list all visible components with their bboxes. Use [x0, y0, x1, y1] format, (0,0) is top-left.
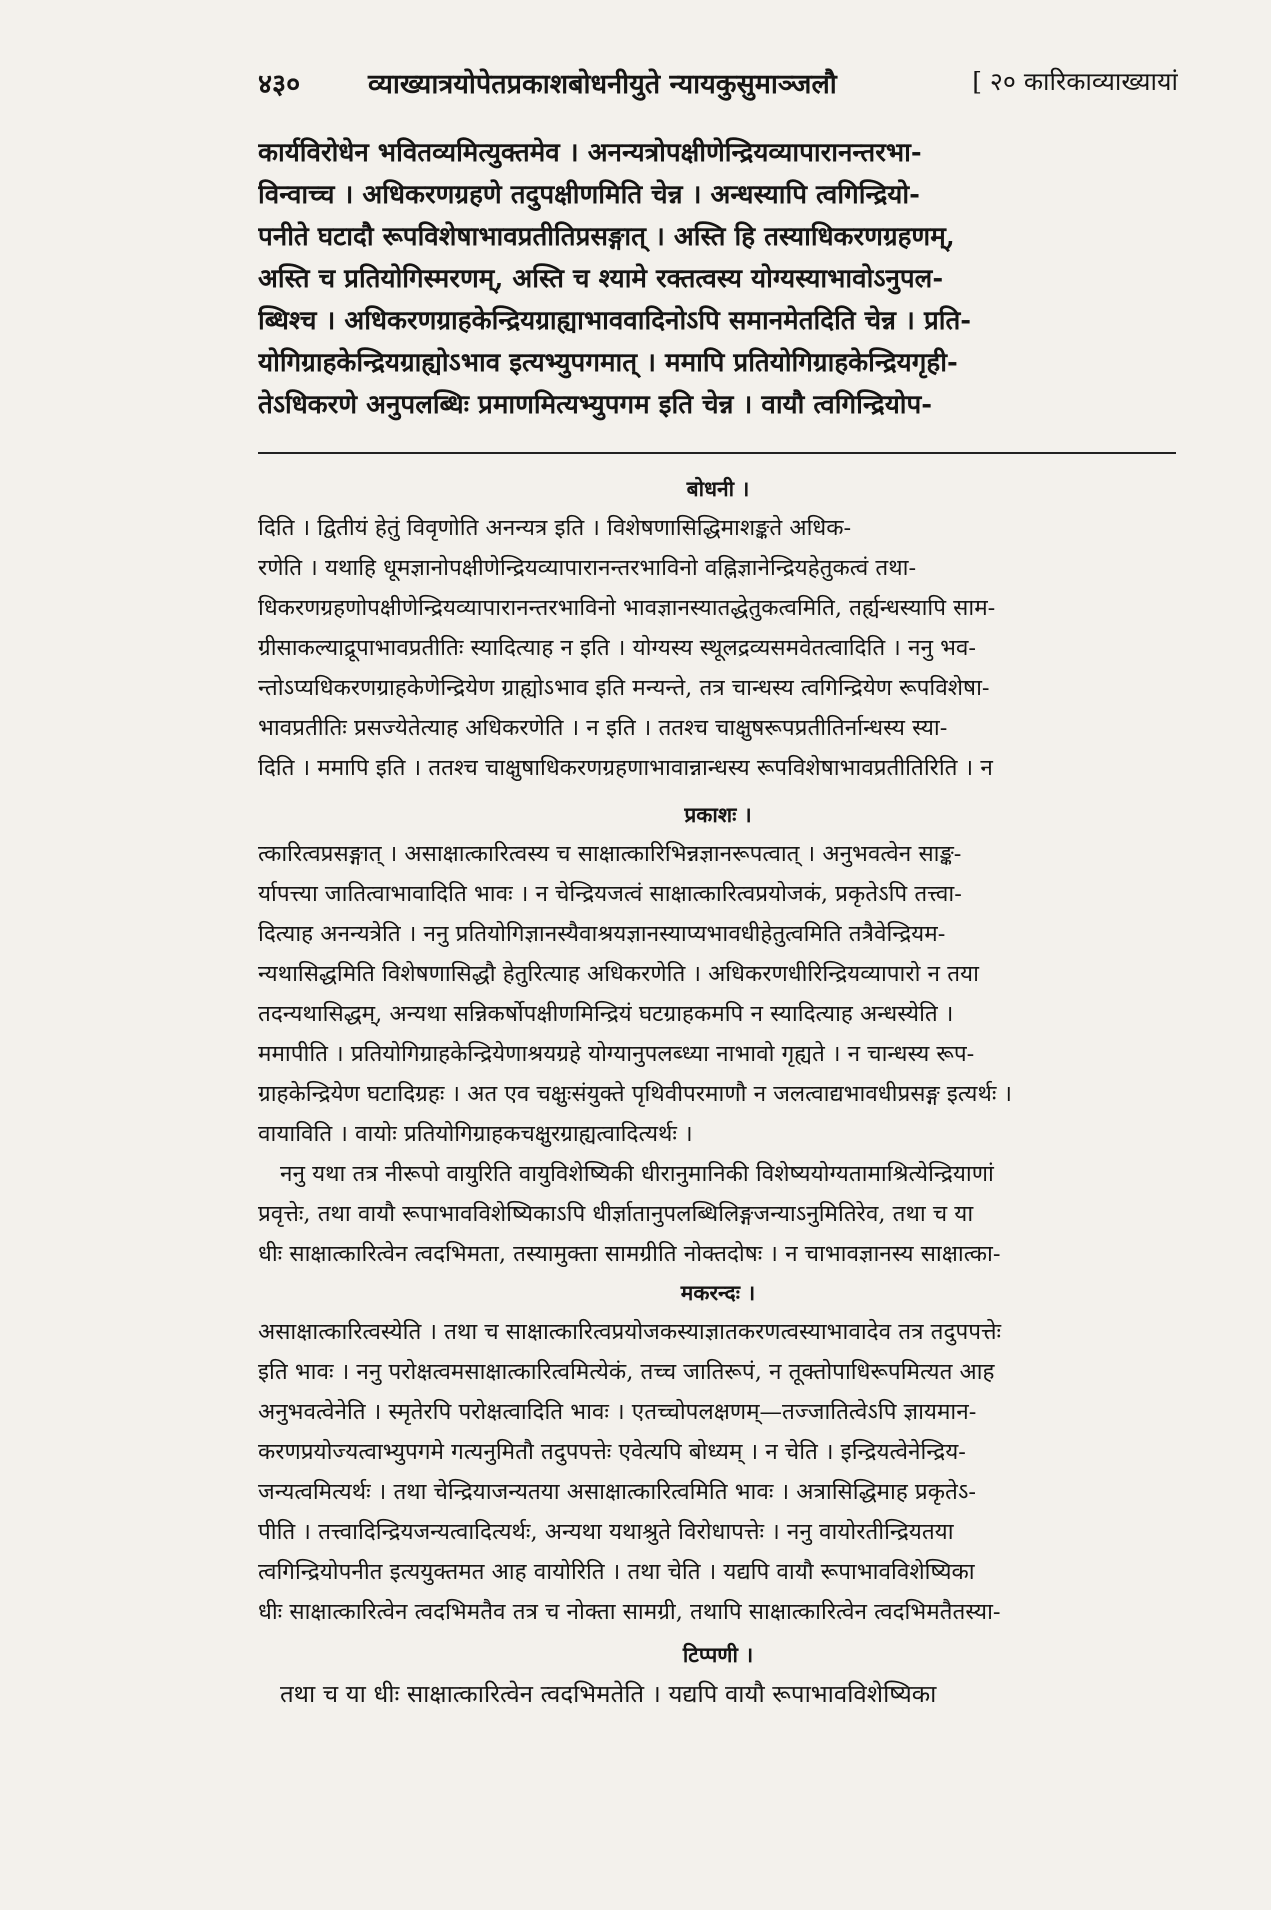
commentary-line: ग्रीसाकल्याद्रूपाभावप्रतीतिः स्यादित्याह न इति । योग्यस्य स्थूलद्रव्यसमवेतत्वादिति । ननु भव- [258, 635, 977, 661]
commentary-line: करणप्रयोज्यत्वाभ्युपगमे गत्यनुमितौ तदुपपत्तेः एवेत्यपि बोध्यम् । न चेति । इन्द्रियत्वेनेन्द्रिय- [258, 1439, 966, 1465]
commentary-heading-bodhani: बोधनी । [686, 476, 750, 501]
commentary-line: धीः साक्षात्कारित्वेन त्वदभिमता, तस्यामुक्ता सामग्रीति नोक्तदोषः । न चाभावज्ञानस्य साक्षात्का- [258, 1241, 1001, 1267]
commentary-line: ममापीति । प्रतियोगिग्राहकेन्द्रियेणाश्रयग्रहे योग्यानुपलब्ध्या नाभावो गृह्यते । न चान्धस्य रूप- [258, 1041, 975, 1067]
commentary-line: भावप्रतीतिः प्रसज्येतेत्याह अधिकरणेति । न इति । ततश्च चाक्षुषरूपप्रतीतिर्नान्धस्य स्या- [258, 715, 948, 741]
commentary-line: पीति । तत्त्वादिन्द्रियजन्यत्वादित्यर्थः, अन्यथा यथाश्रुते विरोधापत्तेः । ननु वायोरतीन्द्रियतया [258, 1519, 954, 1545]
main-line: अस्ति च प्रतियोगिस्मरणम्, अस्ति च श्यामे रक्तत्वस्य योग्यस्याभावोऽनुपल- [258, 264, 944, 294]
commentary-line: धिकरणग्रहणोपक्षीणेन्द्रियव्यापारानन्तरभाविनो भावज्ञानस्यातद्धेतुकत्वमिति, तर्ह्यन्धस्यापि साम- [258, 595, 996, 621]
commentary-makaranda [258, 1312, 1178, 1632]
commentary-line: र्यापत्त्या जातित्वाभावादिति भावः । न चेन्द्रियजत्वं साक्षात्कारित्वप्रयोजकं, प्रकृतेऽपि तत्त्वा- [258, 881, 962, 907]
commentary-line: इति भावः । ननु परोक्षत्वमसाक्षात्कारित्वमित्येकं, तच्च जातिरूपं, न तूक्तोपाधिरूपमित्यत आह [258, 1359, 995, 1385]
commentary-line: ग्राहकेन्द्रियेण घटादिग्रहः । अत एव चक्षुःसंयुक्ते पृथिवीपरमाणौ न जलत्वाद्यभावधीप्रसङ्ग इत्यर्थः । [258, 1081, 1013, 1107]
page-number: ४३० [258, 69, 301, 100]
commentary-line: प्रवृत्तेः, तथा वायौ रूपाभावविशेष्यिकाऽपि धीर्ज्ञातानुपलब्धिलिङ्गजन्याऽनुमितिरेव, तथा च या [258, 1201, 974, 1227]
commentary-tippani [258, 1674, 1178, 1714]
commentary-line: त्कारित्वप्रसङ्गात् । असाक्षात्कारित्वस्य च साक्षात्कारिभिन्नज्ञानरूपत्वात् । अनुभवत्वेन साङ्क- [258, 841, 962, 867]
running-title: व्याख्यात्रयोपेतप्रकाशबोधनीयुते न्यायकुसुमाञ्जलौ [368, 69, 837, 100]
main-line: योगिग्राहकेन्द्रियग्राह्योऽभाव इत्यभ्युपगमात् । ममापि प्रतियोगिग्राहकेन्द्रियगृही- [258, 348, 958, 378]
commentary-line: वायाविति । वायोः प्रतियोगिग्राहकचक्षुरग्राह्यत्वादित्यर्थः । [258, 1121, 693, 1147]
commentary-line: न्तोऽप्यधिकरणग्राहकेणेन्द्रियेण ग्राह्योऽभाव इति मन्यन्ते, तत्र चान्धस्य त्वगिन्द्रियेण रूपविशेषा- [258, 675, 990, 701]
commentary-line: तदन्यथासिद्धम्, अन्यथा सन्निकर्षोपक्षीणमिन्द्रियं घटग्राहकमपि न स्यादित्याह अन्धस्येति । [258, 1001, 954, 1027]
running-header [258, 58, 1178, 106]
commentary-line: जन्यत्वमित्यर्थः । तथा चेन्द्रियाजन्यतया असाक्षात्कारित्वमिति भावः । अत्रासिद्धिमाह प्रकृतेऽ- [258, 1479, 976, 1505]
main-line: पनीते घटादौ रूपविशेषाभावप्रतीतिप्रसङ्गात् । अस्ति हि तस्याधिकरणग्रहणम्, [258, 222, 955, 252]
commentary-heading-tippani: टिप्पणी । [682, 1642, 754, 1667]
commentary-line: तथा च या धीः साक्षात्कारित्वेन त्वदभिमतेति । यद्यपि वायौ रूपाभावविशेष्यिका [280, 1680, 937, 1708]
commentary-line: असाक्षात्कारित्वस्येति । तथा च साक्षात्कारित्वप्रयोजकस्याज्ञातकरणत्वस्याभावादेव तत्र तदुपपत्तेः [258, 1319, 1002, 1345]
commentary-line: धीः साक्षात्कारित्वेन त्वदभिमतैव तत्र च नोक्ता सामग्री, तथापि साक्षात्कारित्वेन त्वदभिमतैतस्या- [258, 1599, 1001, 1625]
commentary-line: दित्याह अनन्यत्रेति । ननु प्रतियोगिज्ञानस्यैवाश्रयज्ञानस्याप्यभावधीहेतुत्वमिति तत्रैवेन्द्रियम- [258, 921, 946, 947]
main-line: ब्धिश्च । अधिकरणग्राहकेन्द्रियग्राह्याभाववादिनोऽपि समानमेतदिति चेन्न । प्रति- [258, 306, 972, 336]
commentary-line: दिति । द्वितीयं हेतुं विवृणोति अनन्यत्र इति । विशेषणासिद्धिमाशङ्कते अधिक- [258, 515, 852, 541]
main-line: कार्यविरोधेन भवितव्यमित्युक्तमेव । अनन्यत्रोपक्षीणेन्द्रियव्यापारानन्तरभा- [258, 138, 922, 168]
main-text [258, 132, 1178, 426]
commentary-line: अनुभवत्वेनेति । स्मृतेरपि परोक्षत्वादिति भावः । एतच्चोपलक्षणम्—तज्जातित्वेऽपि ज्ञायमान- [258, 1399, 977, 1425]
commentary-line: दिति । ममापि इति । ततश्च चाक्षुषाधिकरणग्रहणाभावान्नान्धस्य रूपविशेषाभावप्रतीतिरिति । न [258, 755, 993, 781]
commentary-bodhani [258, 508, 1178, 788]
section-label: [ २० कारिकाव्याख्यायां [972, 67, 1178, 96]
main-line: विन्वाच्च । अधिकरणग्रहणे तदुपक्षीणमिति चेन्न । अन्धस्यापि त्वगिन्द्रियो- [258, 180, 920, 210]
commentary-heading-prakasha: प्रकाशः । [684, 802, 752, 827]
commentary-line: रणेति । यथाहि धूमज्ञानोपक्षीणेन्द्रियव्यापारानन्तरभाविनो वह्निज्ञानेन्द्रियहेतुकत्वं तथा- [258, 555, 917, 581]
commentary-prakasha [258, 834, 1178, 1274]
commentary-line: त्वगिन्द्रियोपनीत इत्ययुक्तमत आह वायोरिति । तथा चेति । यद्यपि वायौ रूपाभावविशेष्यिका [258, 1559, 975, 1585]
commentary-line: न्यथासिद्धमिति विशेषणासिद्धौ हेतुरित्याह अधिकरणेति । अधिकरणधीरिन्द्रियव्यापारो न तया [258, 961, 979, 987]
main-line: तेऽधिकरणे अनुपलब्धिः प्रमाणमित्यभ्युपगम इति चेन्न । वायौ त्वगिन्द्रियोप- [258, 390, 933, 420]
divider-rule [258, 452, 1176, 454]
commentary-line: ननु यथा तत्र नीरूपो वायुरिति वायुविशेष्यिकी धीरानुमानिकी विशेष्ययोग्यतामाश्रित्येन्द्रियाणां [280, 1161, 994, 1187]
commentary-heading-makaranda: मकरन्दः । [680, 1280, 756, 1305]
